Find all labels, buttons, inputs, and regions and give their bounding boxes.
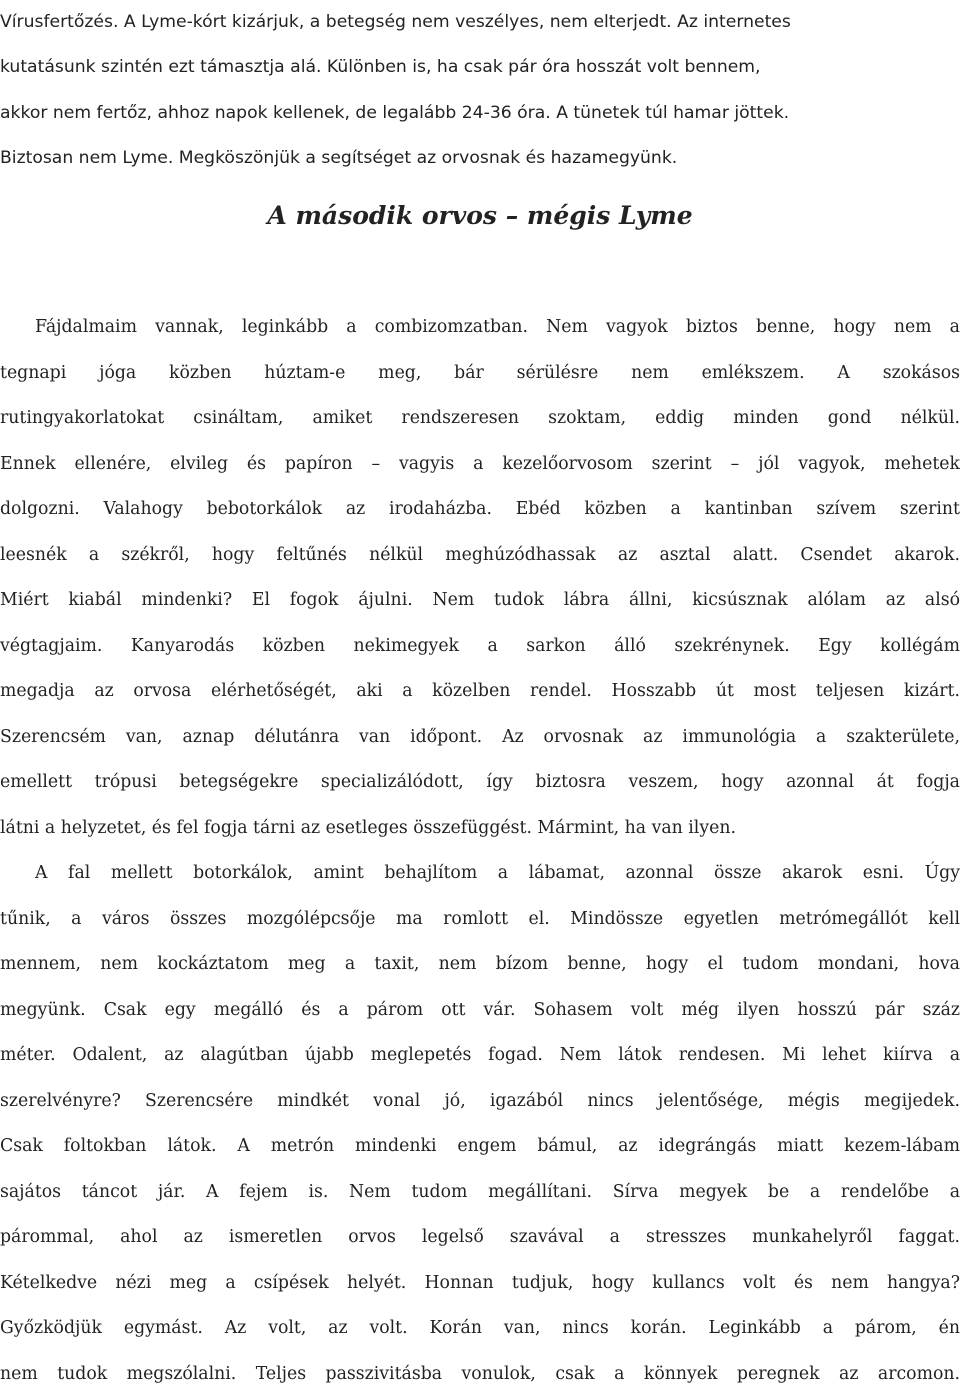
text-line: megadja az orvosa elérhetőségét, aki a közelben rendel. Hosszabb út most teljesen kizárt.	[0, 669, 960, 715]
text-line: tűnik, a város összes mozgólépcsője ma romlott el. Mindössze egyetlen metrómegállót kell	[0, 897, 960, 943]
text-line: Miért kiabál mindenki? El fogok ájulni. Nem tudok lábra állni, kicsúsznak alólam az alsó	[0, 578, 960, 624]
text-line: megyünk. Csak egy megálló és a párom ott vár. Sohasem volt még ilyen hosszú pár száz	[0, 988, 960, 1034]
text-line: kutatásunk szintén ezt támasztja alá. Különben is, ha csak pár óra hosszát volt bennem,	[0, 45, 960, 90]
text-line: Kételkedve nézi meg a csípések helyét. Honnan tudjuk, hogy kullancs volt és nem hangya?	[0, 1261, 960, 1307]
paragraph-1	[0, 305, 960, 851]
text-line: A fal mellett botorkálok, amint behajlítom a lábamat, azonnal össze akarok esni. Úgy	[0, 851, 960, 897]
text-line: akkor nem fertőz, ahhoz napok kellenek, de legalább 24-36 óra. A tünetek túl hamar jöttek.	[0, 91, 960, 136]
text-line: Győzködjük egymást. Az volt, az volt. Korán van, nincs korán. Leginkább a párom, én	[0, 1306, 960, 1352]
text-line: Csak foltokban látok. A metrón mindenki engem bámul, az idegrángás miatt kezem-lábam	[0, 1124, 960, 1170]
text-line: dolgozni. Valahogy bebotorkálok az irodaházba. Ebéd közben a kantinban szívem szerint	[0, 487, 960, 533]
text-line: méter. Odalent, az alagútban újabb meglepetés fogad. Nem látok rendesen. Mi lehet kiírva a	[0, 1033, 960, 1079]
text-line: Vírusfertőzés. A Lyme-kórt kizárjuk, a betegség nem veszélyes, nem elterjedt. Az internetes	[0, 0, 960, 45]
text-line: Fájdalmaim vannak, leginkább a combizomzatban. Nem vagyok biztos benne, hogy nem a	[0, 305, 960, 351]
text-line: végtagjaim. Kanyarodás közben nekimegyek a sarkon álló szekrénynek. Egy kollégám	[0, 624, 960, 670]
text-line: emellett trópusi betegségekre specializálódott, így biztosra veszem, hogy azonnal át fogja	[0, 760, 960, 806]
text-line: nem tudok megszólalni. Teljes passzivitásba vonulok, csak a könnyek peregnek az arcomon.	[0, 1352, 960, 1397]
text-line: tegnapi jóga közben húztam-e meg, bár sérülésre nem emlékszem. A szokásos	[0, 351, 960, 397]
text-line: Biztosan nem Lyme. Megköszönjük a segítséget az orvosnak és hazamegyünk.	[0, 136, 960, 181]
section-heading: A második orvos – mégis Lyme	[0, 191, 960, 241]
text-line: Szerencsém van, aznap délutánra van időpont. Az orvosnak az immunológia a szakterülete,	[0, 715, 960, 761]
text-line: leesnék a székről, hogy feltűnés nélkül meghúzódhassak az asztal alatt. Csendet akarok.	[0, 533, 960, 579]
text-line: látni a helyzetet, és fel fogja tárni az esetleges összefüggést. Mármint, ha van ilyen.	[0, 806, 960, 852]
text-line: Ennek ellenére, elvileg és papíron – vagyis a kezelőorvosom szerint – jól vagyok, mehetek	[0, 442, 960, 488]
text-line: sajátos táncot jár. A fejem is. Nem tudom megállítani. Sírva megyek be a rendelőbe a	[0, 1170, 960, 1216]
text-line: párommal, ahol az ismeretlen orvos legelső szavával a stresszes munkahelyről faggat.	[0, 1215, 960, 1261]
body-text	[0, 305, 960, 1397]
intro-paragraph	[0, 0, 960, 181]
text-line: mennem, nem kockáztatom meg a taxit, nem bízom benne, hogy el tudom mondani, hova	[0, 942, 960, 988]
paragraph-2	[0, 851, 960, 1397]
text-line: szerelvényre? Szerencsére mindkét vonal jó, igazából nincs jelentősége, mégis megijedek.	[0, 1079, 960, 1125]
text-line: rutingyakorlatokat csináltam, amiket rendszeresen szoktam, eddig minden gond nélkül.	[0, 396, 960, 442]
